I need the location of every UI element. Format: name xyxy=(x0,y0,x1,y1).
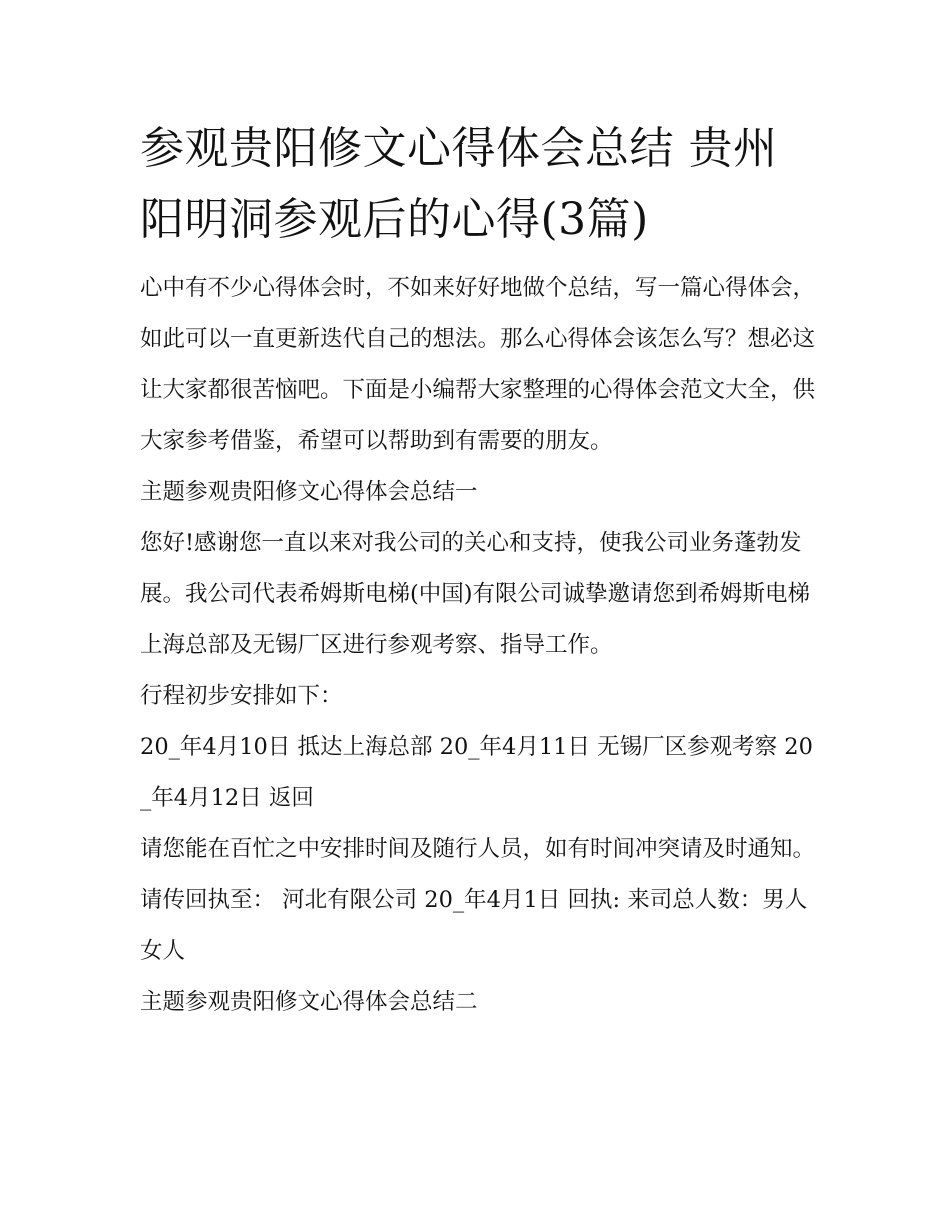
section-heading-1: 主题参观贵阳修文心得体会总结一 xyxy=(140,479,478,505)
reply-paragraph: 请您能在百忙之中安排时间及随行人员，如有时间冲突请及时通知。 请传回执至： 河北有限公司 20_年4月1日 回执: 来司总人数：男人 女人 xyxy=(140,836,816,964)
itinerary-schedule: 20_年4月10日 抵达上海总部 20_年4月11日 无锡厂区参观考察 20_年4月12日 返回 xyxy=(140,734,813,811)
document-title: 参观贵阳修文心得体会总结 贵州阳明洞参观后的心得(3篇) xyxy=(140,123,778,245)
section-heading-2: 主题参观贵阳修文心得体会总结二 xyxy=(140,989,478,1015)
itinerary-intro: 行程初步安排如下： xyxy=(140,683,343,709)
invitation-paragraph: 您好!感谢您一直以来对我公司的关心和支持，使我公司业务蓬勃发展。我公司代表希姆斯电梯(中国)有限公司诚挚邀请您到希姆斯电梯上海总部及无锡厂区进行参观考察、指导工作。 xyxy=(140,530,811,658)
intro-paragraph: 心中有不少心得体会时，不如来好好地做个总结，写一篇心得体会，如此可以一直更新迭代自己的想法。那么心得体会该怎么写？想必这让大家都很苦恼吧。下面是小编帮大家整理的心得体会范文大全，供大家参考借鉴，希望可以帮助到有需要的朋友。 xyxy=(140,275,816,454)
document-body xyxy=(140,113,815,1028)
